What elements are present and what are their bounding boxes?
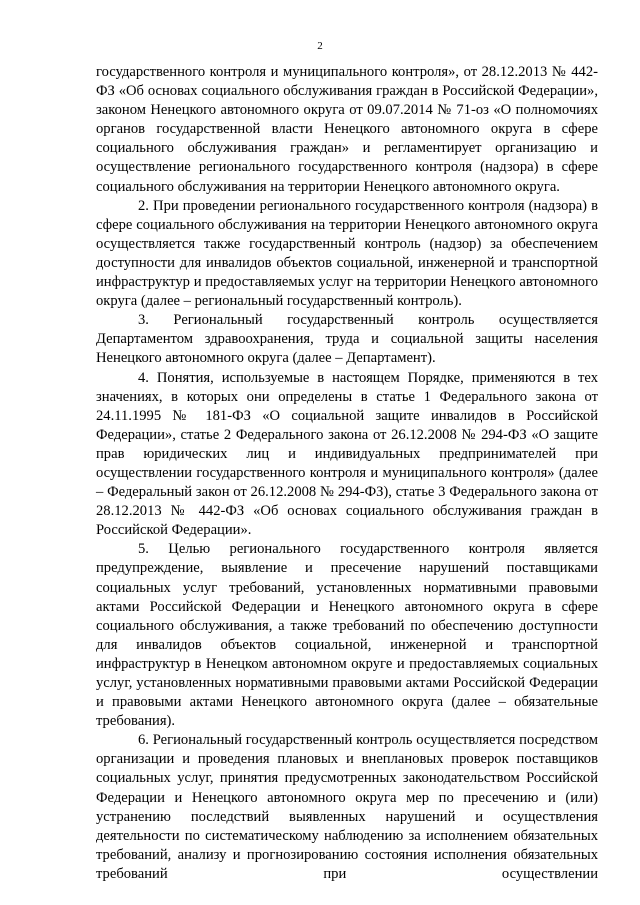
paragraph-1-continuation: государственного контроля и муниципального контроля», от 28.12.2013 № 442-ФЗ «Об основах социального обслуживания граждан в Российской Федерации», законом Ненецкого автономного округа от 09.07.2014 № 71-оз «О полномочиях органов государственной власти Ненецкого автономного округа в сфере социального обслуживания граждан» и регламентирует организацию и осуществление регионального государственного контроля (надзора) в сфере социального обслуживания на территории Ненецкого автономного округа.	[96, 64, 598, 195]
paragraph-4: 4. Понятия, используемые в настоящем Порядке, применяются в тех значениях, в которых они определены в статье 1 Федерального закона от 24.11.1995 № 181-ФЗ «О социальной защите инвалидов в Российской Федерации», статье 2 Федерального закона от 26.12.2008 № 294-ФЗ «О защите прав юридических лиц и индивидуальных предпринимателей при осуществлении государственного контроля и муниципального контроля» (далее – Федеральный закон от 26.12.2008 № 294-ФЗ), статье 3 Федерального закона от 28.12.2013 № 442-ФЗ «Об основах социального обслуживания граждан в Российской Федерации».	[96, 369, 598, 539]
paragraph-2: 2. При проведении регионального государственного контроля (надзора) в сфере социального обслуживания на территории Ненецкого автономного округа осуществляется также государственный контроль (надзор) за обеспечением доступности для инвалидов объектов социальной, инженерной и транспортной инфраструктур и предоставляемых услуг на территории Ненецкого автономного округа (далее – региональный государственный контроль).	[96, 197, 598, 310]
document-body	[96, 63, 598, 884]
page-number: 2	[317, 40, 323, 52]
paragraph-6: 6. Региональный государственный контроль осуществляется посредством организации и проведения плановых и внеплановых проверок поставщиков социальных услуг, принятия предусмотренных законодательством Российской Федерации и Ненецкого автономного округа мер по пресечению и (или) устранению последствий выявленных нарушений и осуществления деятельности по систематическому наблюдению за исполнением обязательных требований, анализу и прогнозированию состояния исполнения обязательных требований при осуществлении	[96, 732, 598, 882]
paragraph-5: 5. Целью регионального государственного контроля является предупреждение, выявление и пресечение нарушений поставщиками социальных услуг требований, установленных нормативными правовыми актами Российской Федерации и Ненецкого автономного округа в сфере социального обслуживания, а также требований по обеспечению доступности для инвалидов объектов социальной, инженерной и транспортной инфраструктур в Ненецком автономном округе и предоставляемых социальных услуг, установленных нормативными правовыми актами Российской Федерации и правовыми актами Ненецкого автономного округа (далее – обязательные требования).	[96, 541, 598, 730]
paragraph-3: 3. Региональный государственный контроль осуществляется Департаментом здравоохранения, труда и социальной защиты населения Ненецкого автономного округа (далее – Департамент).	[96, 312, 598, 367]
